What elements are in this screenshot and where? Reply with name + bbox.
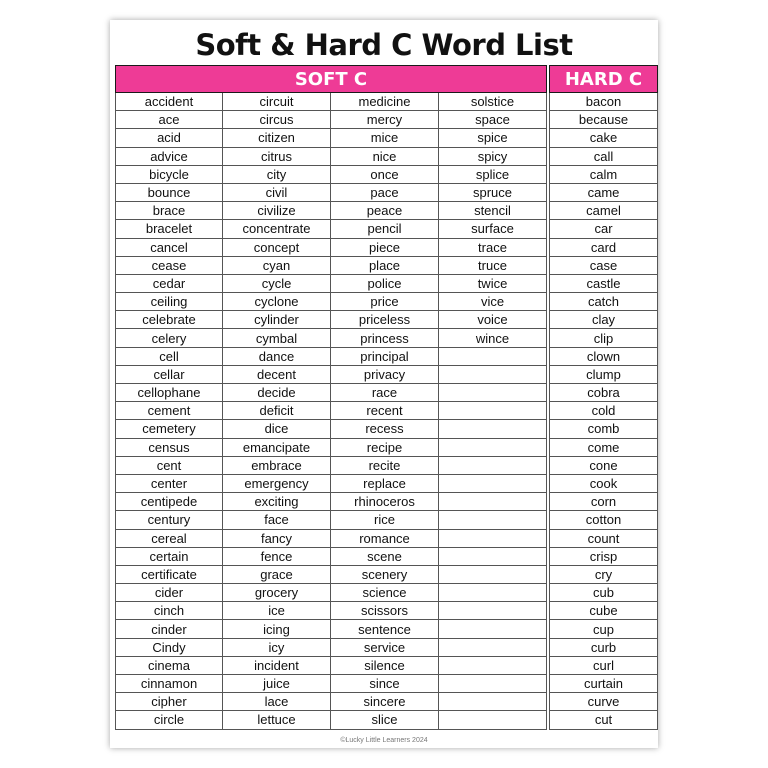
soft-c-word: privacy	[331, 365, 439, 383]
table-row	[116, 238, 658, 256]
hard-c-word: cub	[550, 584, 658, 602]
soft-c-word: grace	[223, 565, 331, 583]
soft-c-word	[439, 620, 547, 638]
soft-c-word: circle	[116, 711, 223, 729]
soft-c-word	[439, 511, 547, 529]
hard-c-word: come	[550, 438, 658, 456]
soft-c-word	[439, 565, 547, 583]
soft-c-word: face	[223, 511, 331, 529]
soft-c-word: celebrate	[116, 311, 223, 329]
table-row	[116, 493, 658, 511]
soft-c-word: juice	[223, 675, 331, 693]
soft-c-word: cellophane	[116, 384, 223, 402]
soft-c-word: city	[223, 165, 331, 183]
soft-c-word: slice	[331, 711, 439, 729]
table-row	[116, 438, 658, 456]
soft-c-word: voice	[439, 311, 547, 329]
table-row	[116, 620, 658, 638]
soft-c-word: cent	[116, 456, 223, 474]
soft-c-word: service	[331, 638, 439, 656]
hard-c-word: calm	[550, 165, 658, 183]
copyright-footer: ©Lucky Little Learners 2024	[340, 737, 428, 744]
soft-c-word: spicy	[439, 147, 547, 165]
soft-c-word: cease	[116, 256, 223, 274]
soft-c-word: once	[331, 165, 439, 183]
hard-c-word: cobra	[550, 384, 658, 402]
soft-c-word: police	[331, 274, 439, 292]
soft-c-word: silence	[331, 656, 439, 674]
soft-c-word: science	[331, 584, 439, 602]
soft-c-word	[439, 474, 547, 492]
soft-c-word: century	[116, 511, 223, 529]
soft-c-word	[439, 347, 547, 365]
soft-c-word: cancel	[116, 238, 223, 256]
soft-c-word: trace	[439, 238, 547, 256]
table-row	[116, 293, 658, 311]
soft-c-word: recess	[331, 420, 439, 438]
hard-c-word: call	[550, 147, 658, 165]
soft-c-word: lace	[223, 693, 331, 711]
table-row	[116, 311, 658, 329]
table-row	[116, 347, 658, 365]
soft-c-word: circuit	[223, 93, 331, 111]
soft-c-word	[439, 384, 547, 402]
soft-c-word: cylinder	[223, 311, 331, 329]
soft-c-word: place	[331, 256, 439, 274]
soft-c-word: sincere	[331, 693, 439, 711]
hard-c-word: curtain	[550, 675, 658, 693]
soft-c-word: bounce	[116, 183, 223, 201]
word-rows	[116, 93, 658, 730]
soft-c-word: cereal	[116, 529, 223, 547]
soft-c-word: dance	[223, 347, 331, 365]
hard-c-word: bacon	[550, 93, 658, 111]
soft-c-word: surface	[439, 220, 547, 238]
soft-c-word: citrus	[223, 147, 331, 165]
soft-c-word: pace	[331, 183, 439, 201]
hard-c-word: comb	[550, 420, 658, 438]
soft-c-word: cycle	[223, 274, 331, 292]
hard-c-word: cry	[550, 565, 658, 583]
soft-c-word: fancy	[223, 529, 331, 547]
soft-c-word: solstice	[439, 93, 547, 111]
word-list-sheet	[110, 20, 658, 748]
soft-c-word: icy	[223, 638, 331, 656]
soft-c-word: wince	[439, 329, 547, 347]
soft-c-word: cider	[116, 584, 223, 602]
hard-c-word: castle	[550, 274, 658, 292]
soft-c-word: pencil	[331, 220, 439, 238]
soft-c-word: vice	[439, 293, 547, 311]
soft-c-word: mice	[331, 129, 439, 147]
table-row	[116, 529, 658, 547]
soft-c-word: center	[116, 474, 223, 492]
hard-c-word: cone	[550, 456, 658, 474]
soft-c-word: spice	[439, 129, 547, 147]
hard-c-word: cold	[550, 402, 658, 420]
hard-c-word: camel	[550, 202, 658, 220]
soft-c-word: lettuce	[223, 711, 331, 729]
soft-c-word: replace	[331, 474, 439, 492]
soft-c-word: stencil	[439, 202, 547, 220]
soft-c-word: celery	[116, 329, 223, 347]
hard-c-word: curb	[550, 638, 658, 656]
soft-c-word: space	[439, 111, 547, 129]
hard-c-word: car	[550, 220, 658, 238]
soft-c-word: census	[116, 438, 223, 456]
soft-c-word	[439, 711, 547, 729]
hard-c-word: card	[550, 238, 658, 256]
hard-c-word: clay	[550, 311, 658, 329]
soft-c-word: ice	[223, 602, 331, 620]
table-row	[116, 675, 658, 693]
soft-c-word: centipede	[116, 493, 223, 511]
soft-c-word: brace	[116, 202, 223, 220]
soft-c-word	[439, 438, 547, 456]
soft-c-word: recipe	[331, 438, 439, 456]
soft-c-word: princess	[331, 329, 439, 347]
soft-c-word: certain	[116, 547, 223, 565]
soft-c-word	[439, 675, 547, 693]
soft-c-word: sentence	[331, 620, 439, 638]
soft-c-word: accident	[116, 93, 223, 111]
soft-c-word: icing	[223, 620, 331, 638]
soft-c-word: cemetery	[116, 420, 223, 438]
table-row	[116, 256, 658, 274]
soft-c-word: since	[331, 675, 439, 693]
hard-c-word: cake	[550, 129, 658, 147]
soft-c-word: cellar	[116, 365, 223, 383]
soft-c-word	[439, 584, 547, 602]
soft-c-word	[439, 602, 547, 620]
soft-c-word: emergency	[223, 474, 331, 492]
soft-c-word	[439, 693, 547, 711]
table-row	[116, 147, 658, 165]
soft-c-word: cement	[116, 402, 223, 420]
soft-c-word: cinch	[116, 602, 223, 620]
soft-c-word: recite	[331, 456, 439, 474]
soft-c-word: truce	[439, 256, 547, 274]
hard-c-word: cube	[550, 602, 658, 620]
soft-c-word: race	[331, 384, 439, 402]
table-row	[116, 129, 658, 147]
hard-c-word: crisp	[550, 547, 658, 565]
hard-c-word: cotton	[550, 511, 658, 529]
hard-c-word: corn	[550, 493, 658, 511]
table-row	[116, 584, 658, 602]
soft-c-word: ceiling	[116, 293, 223, 311]
soft-c-word: recent	[331, 402, 439, 420]
table-row	[116, 511, 658, 529]
soft-c-word: decide	[223, 384, 331, 402]
table-row	[116, 365, 658, 383]
soft-c-word: bracelet	[116, 220, 223, 238]
soft-c-word	[439, 456, 547, 474]
word-table	[115, 65, 658, 730]
soft-c-word: medicine	[331, 93, 439, 111]
table-row	[116, 384, 658, 402]
soft-c-word: citizen	[223, 129, 331, 147]
soft-c-word: Cindy	[116, 638, 223, 656]
soft-c-word: mercy	[331, 111, 439, 129]
table-row	[116, 93, 658, 111]
hard-c-word: count	[550, 529, 658, 547]
soft-c-word: advice	[116, 147, 223, 165]
page-title: Soft & Hard C Word List	[195, 28, 573, 62]
hard-c-word: clown	[550, 347, 658, 365]
table-row	[116, 274, 658, 292]
soft-c-word: fence	[223, 547, 331, 565]
hard-c-word: cook	[550, 474, 658, 492]
table-row	[116, 602, 658, 620]
soft-c-word: rice	[331, 511, 439, 529]
table-row	[116, 111, 658, 129]
soft-c-word: cipher	[116, 693, 223, 711]
soft-c-word: embrace	[223, 456, 331, 474]
soft-c-word	[439, 656, 547, 674]
hard-c-word: clump	[550, 365, 658, 383]
hard-c-word: cup	[550, 620, 658, 638]
hard-c-word: cut	[550, 711, 658, 729]
soft-c-word: exciting	[223, 493, 331, 511]
table-row	[116, 656, 658, 674]
soft-c-word: peace	[331, 202, 439, 220]
soft-c-word: cell	[116, 347, 223, 365]
soft-c-word: civil	[223, 183, 331, 201]
soft-c-word: cedar	[116, 274, 223, 292]
table-row	[116, 711, 658, 729]
soft-c-word: spruce	[439, 183, 547, 201]
soft-c-word: nice	[331, 147, 439, 165]
hard-c-header: HARD C	[550, 66, 658, 93]
table-row	[116, 329, 658, 347]
soft-c-word: scissors	[331, 602, 439, 620]
soft-c-word: bicycle	[116, 165, 223, 183]
soft-c-word: scene	[331, 547, 439, 565]
table-row	[116, 420, 658, 438]
soft-c-header: SOFT C	[116, 66, 547, 93]
soft-c-word: splice	[439, 165, 547, 183]
table-row	[116, 547, 658, 565]
soft-c-word: cymbal	[223, 329, 331, 347]
table-row	[116, 202, 658, 220]
soft-c-word: scenery	[331, 565, 439, 583]
soft-c-word: circus	[223, 111, 331, 129]
soft-c-word: decent	[223, 365, 331, 383]
soft-c-word: cinder	[116, 620, 223, 638]
hard-c-word: case	[550, 256, 658, 274]
soft-c-word: concept	[223, 238, 331, 256]
soft-c-word: rhinoceros	[331, 493, 439, 511]
hard-c-word: catch	[550, 293, 658, 311]
soft-c-word: romance	[331, 529, 439, 547]
table-row	[116, 638, 658, 656]
hard-c-word: because	[550, 111, 658, 129]
soft-c-word: priceless	[331, 311, 439, 329]
hard-c-word: came	[550, 183, 658, 201]
table-row	[116, 693, 658, 711]
soft-c-word: emancipate	[223, 438, 331, 456]
soft-c-word: grocery	[223, 584, 331, 602]
soft-c-word	[439, 529, 547, 547]
soft-c-word: principal	[331, 347, 439, 365]
soft-c-word	[439, 402, 547, 420]
table-row	[116, 220, 658, 238]
soft-c-word: civilize	[223, 202, 331, 220]
table-row	[116, 402, 658, 420]
table-row	[116, 474, 658, 492]
table-row	[116, 183, 658, 201]
soft-c-word: twice	[439, 274, 547, 292]
hard-c-word: curve	[550, 693, 658, 711]
soft-c-word: cinnamon	[116, 675, 223, 693]
table-row	[116, 165, 658, 183]
soft-c-word: incident	[223, 656, 331, 674]
soft-c-word: acid	[116, 129, 223, 147]
soft-c-word	[439, 493, 547, 511]
soft-c-word	[439, 420, 547, 438]
soft-c-word	[439, 365, 547, 383]
soft-c-word: certificate	[116, 565, 223, 583]
soft-c-word: cyan	[223, 256, 331, 274]
soft-c-word: cyclone	[223, 293, 331, 311]
soft-c-word: concentrate	[223, 220, 331, 238]
soft-c-word	[439, 547, 547, 565]
soft-c-word: price	[331, 293, 439, 311]
soft-c-word: deficit	[223, 402, 331, 420]
hard-c-word: clip	[550, 329, 658, 347]
table-row	[116, 565, 658, 583]
soft-c-word: dice	[223, 420, 331, 438]
soft-c-word	[439, 638, 547, 656]
soft-c-word: ace	[116, 111, 223, 129]
table-row	[116, 456, 658, 474]
soft-c-word: piece	[331, 238, 439, 256]
hard-c-word: curl	[550, 656, 658, 674]
soft-c-word: cinema	[116, 656, 223, 674]
